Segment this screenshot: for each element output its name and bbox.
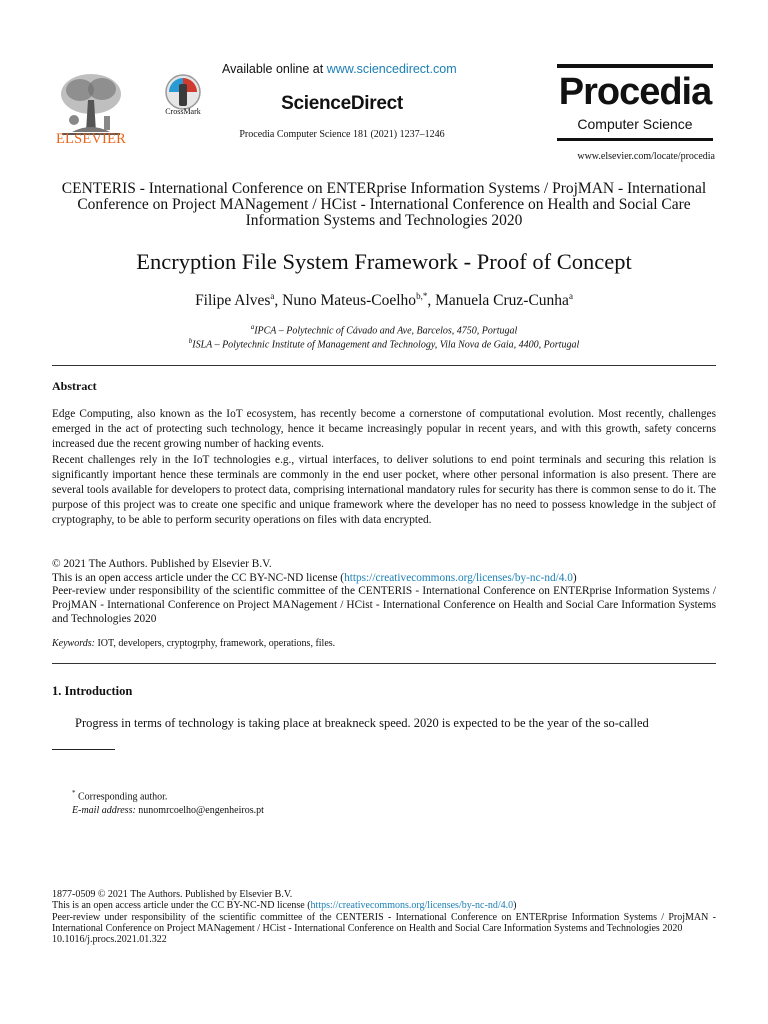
abstract-paragraph: Recent challenges rely in the IoT technologies e.g., virtual interfaces, to deliver solutions to end point terminals and securing this relation is significantly important hence these terminals are commonly in the end user pocket, where other personal information is also present. There are several tools available for developers to protect data, comprising international mandatory rules for security has there is common sense to do it. The purpose of this project was to create one specific and unique framework where the developer has no need to possess knowledge in the subject of cryptography, to be able to perform security operations on files with data encrypted. (52, 453, 716, 527)
corresponding-author-text: Corresponding author. (75, 791, 168, 803)
keywords-text: IOT, developers, cryptogrphy, framework, operations, files. (94, 638, 336, 649)
license-suffix: ) (572, 571, 577, 584)
footnote-rule (52, 749, 115, 750)
author-name: Nuno Mateus-Coelho (282, 292, 417, 310)
email-label: E-mail address: (72, 805, 136, 817)
affiliation-marker: a (250, 323, 255, 331)
license-prefix: This is an open access article under the CC BY-NC-ND license ( (52, 571, 345, 584)
journal-reference: Procedia Computer Science 181 (2021) 1237–1246 (239, 129, 445, 140)
email-address[interactable]: nunomrcoelho@engenheiros.pt (135, 805, 264, 817)
sciencedirect-link[interactable]: www.sciencedirect.com (326, 62, 457, 76)
crossmark-label: CrossMark (165, 107, 201, 116)
procedia-bottom-bar (557, 138, 713, 141)
footnote-star: * (72, 789, 76, 797)
author-list (52, 291, 716, 310)
available-prefix: Available online at (222, 62, 327, 76)
affiliation-marker: a (568, 291, 573, 301)
divider (52, 663, 716, 664)
paper-title: Encryption File System Framework - Proof of Concept (136, 249, 632, 274)
issn-line: 1877-0509 © 2021 The Authors. Published by Elsevier B.V. (52, 889, 293, 900)
journal-title: Procedia (558, 71, 712, 113)
copyright-line: © 2021 The Authors. Published by Elsevier B.V. (52, 558, 272, 570)
conference-name: CENTERIS - International Conference on ENTERprise Information Systems / ProjMAN - International Conference on Project MANagement / HCist - International Conference on Health and Social Care Information Systems and Technologies 2020 (61, 180, 707, 229)
bottom-license-line (52, 900, 716, 911)
affiliation-marker: b,* (416, 291, 428, 301)
license-suffix: ) (513, 900, 517, 912)
keywords-label: Keywords: (52, 638, 95, 649)
author-separator: , (274, 292, 283, 310)
abstract-paragraph: Edge Computing, also known as the IoT ecosystem, has recently become a cornerstone of computational evolution. Most recently, challenges emerged in the act of protecting such technology, hence it became increasingly popular in recent years, and with this growth, safety concerns increased due the recent growing number of hacking events. (52, 408, 716, 451)
copyright-block (52, 558, 716, 627)
author-name: Filipe Alves (195, 292, 271, 310)
footnote (72, 786, 264, 818)
available-online-line (222, 62, 462, 76)
affiliation-marker: a (270, 291, 275, 301)
peer-review-line: Peer-review under responsibility of the scientific committee of the CENTERIS - International Conference on ENTERprise Information Systems / ProjMAN - International Conference on Project MANagement / HCist - International Conference on Health and Social Care Information Systems and Technologies 2020 (52, 585, 716, 625)
license-prefix: This is an open access article under the CC BY-NC-ND license ( (52, 900, 311, 912)
introduction-text: Progress in terms of technology is taking place at breakneck speed. 2020 is expected to be the year of the so-called (75, 716, 649, 730)
license-link[interactable]: https://creativecommons.org/licenses/by-nc-nd/4.0 (310, 900, 514, 912)
license-link[interactable]: https://creativecommons.org/licenses/by-nc-nd/4.0 (344, 571, 573, 584)
bottom-peer-review: Peer-review under responsibility of the scientific committee of the CENTERIS - International Conference on ENTERprise Information Systems / ProjMAN - International Conference on Project MANagement / HCist - International Conference on Health and Social Care Information Systems and Technologies 2020 (52, 911, 716, 934)
affiliation-text: ISLA – Polytechnic Institute of Management and Technology, Vila Nova de Gaia, 4400, Portugal (192, 339, 580, 351)
publisher-name: ELSEVIER (55, 131, 127, 147)
affiliation-a (52, 323, 716, 336)
bottom-legal-block (52, 889, 716, 945)
keywords-line (52, 638, 716, 649)
procedia-top-bar (557, 64, 713, 68)
affiliation-b (52, 337, 716, 350)
introduction-heading: 1. Introduction (52, 684, 133, 698)
affiliation-text: IPCA – Polytechnic of Cávado and Ave, Barcelos, 4750, Portugal (254, 325, 518, 337)
divider (52, 365, 716, 366)
corresponding-author-note (72, 786, 264, 804)
journal-url[interactable]: www.elsevier.com/locate/procedia (577, 151, 715, 162)
license-line (52, 572, 716, 586)
abstract-heading: Abstract (52, 379, 97, 393)
author-name: Manuela Cruz-Cunha (435, 292, 569, 310)
sciencedirect-brand: ScienceDirect (281, 93, 403, 114)
author-separator: , (427, 292, 436, 310)
email-note (72, 804, 264, 818)
abstract-body (52, 407, 716, 529)
affiliation-marker: b (188, 337, 193, 345)
journal-subtitle: Computer Science (577, 116, 693, 132)
doi-line[interactable]: 10.1016/j.procs.2021.01.322 (52, 934, 167, 946)
